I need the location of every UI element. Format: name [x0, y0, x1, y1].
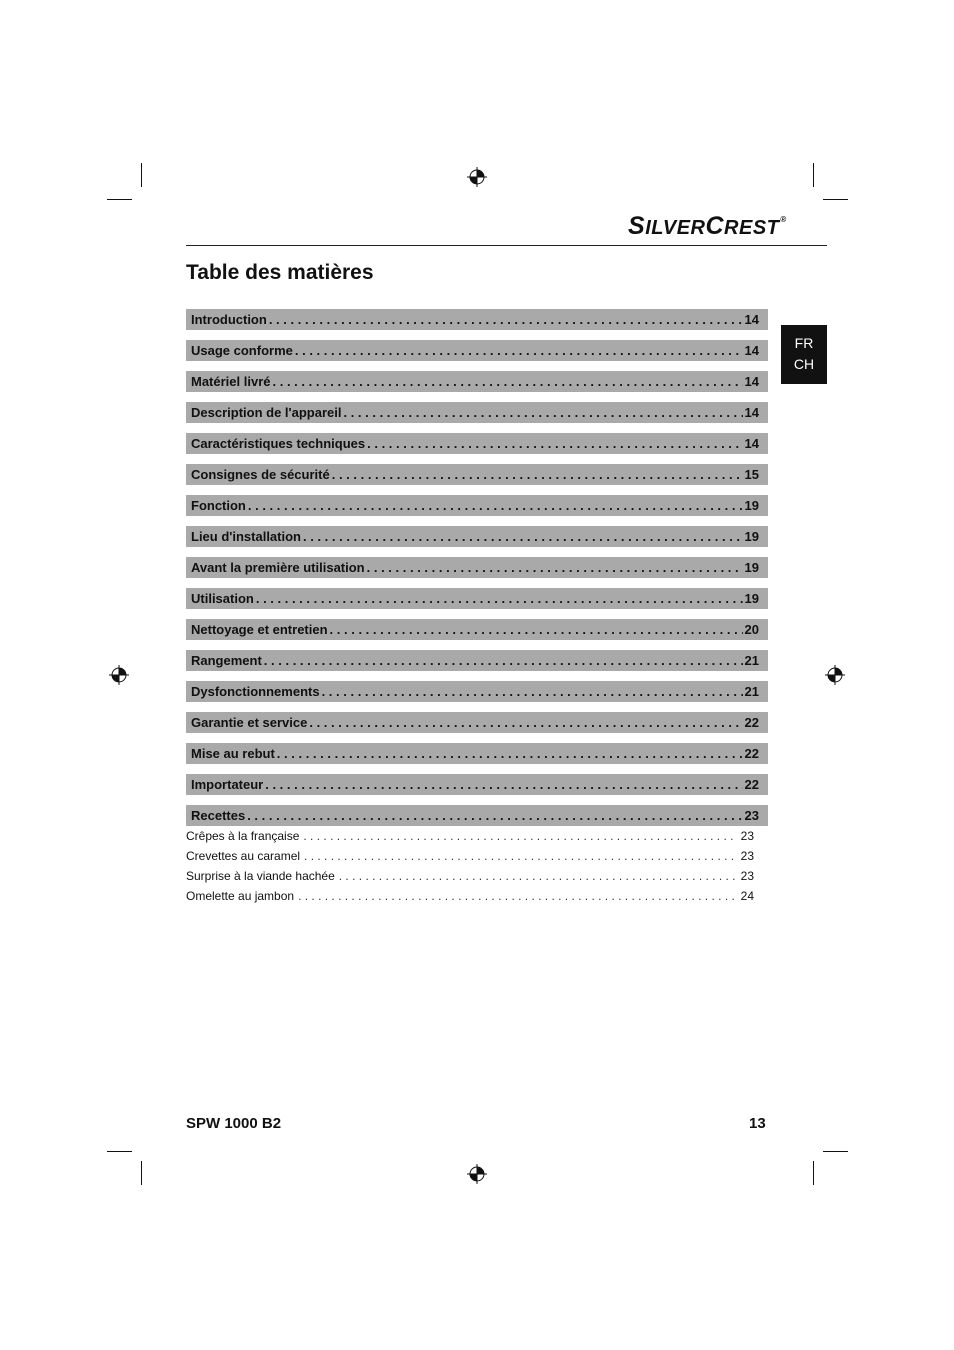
toc-entry-title: Description de l'appareil — [191, 405, 342, 420]
recipe-entry[interactable] — [186, 846, 754, 866]
toc-entry-title: Recettes — [191, 808, 246, 823]
toc-entry-title: Avant la première utilisation — [191, 560, 365, 575]
recipe-entry-title: Omelette au jambon — [186, 889, 295, 903]
toc-entry[interactable] — [186, 402, 768, 423]
recipe-entry-page: 23 — [740, 869, 754, 883]
recipe-entry-title: Crêpes à la française — [186, 829, 300, 843]
language-tab — [781, 325, 827, 384]
toc-entry-page: 22 — [744, 715, 759, 730]
leader-dots — [264, 653, 743, 668]
model-number: SPW 1000 B2 — [186, 1115, 282, 1132]
table-of-contents — [186, 309, 768, 826]
toc-entry-page: 14 — [744, 374, 759, 389]
crop-mark-bottom-left-v — [141, 1161, 142, 1185]
toc-entry[interactable] — [186, 464, 768, 485]
leader-dots — [248, 498, 743, 513]
leader-dots — [330, 622, 743, 637]
registration-mark-icon — [825, 665, 845, 685]
toc-entry[interactable] — [186, 743, 768, 764]
toc-entry-title: Caractéristiques techniques — [191, 436, 366, 451]
toc-entry-page: 20 — [744, 622, 759, 637]
toc-entry-title: Mise au rebut — [191, 746, 275, 761]
recipe-entry-page: 24 — [740, 889, 754, 903]
crop-mark-top-left-v — [141, 163, 142, 187]
toc-entry[interactable] — [186, 619, 768, 640]
leader-dots — [277, 746, 743, 761]
recipe-entry-title: Surprise à la viande hachée — [186, 869, 335, 883]
leader-dots — [322, 684, 743, 699]
toc-entry-page: 21 — [744, 653, 759, 668]
language-code: FR — [794, 335, 814, 351]
recipe-list — [186, 826, 754, 906]
brand-logo: SILVERCREST® — [628, 212, 787, 240]
crop-mark-top-right-v — [813, 163, 814, 187]
toc-entry-page: 19 — [744, 560, 759, 575]
recipe-entry-page: 23 — [740, 849, 754, 863]
crop-mark-bottom-left-h — [107, 1151, 132, 1152]
toc-entry[interactable] — [186, 588, 768, 609]
registration-mark-icon — [467, 167, 487, 187]
toc-entry-title: Nettoyage et entretien — [191, 622, 328, 637]
toc-entry-page: 22 — [744, 777, 759, 792]
leader-dots — [309, 715, 742, 730]
toc-entry-title: Rangement — [191, 653, 262, 668]
language-code: CH — [793, 356, 815, 372]
leader-dots — [295, 343, 743, 358]
toc-entry-page: 15 — [744, 467, 759, 482]
toc-entry-page: 19 — [744, 498, 759, 513]
leader-dots — [303, 829, 736, 843]
crop-mark-bottom-right-v — [813, 1161, 814, 1185]
toc-entry[interactable] — [186, 805, 768, 826]
toc-entry-title: Fonction — [191, 498, 246, 513]
crop-mark-bottom-right-h — [823, 1151, 848, 1152]
leader-dots — [265, 777, 742, 792]
registration-mark-icon — [109, 665, 129, 685]
leader-dots — [247, 808, 742, 823]
toc-entry[interactable] — [186, 526, 768, 547]
toc-entry[interactable] — [186, 371, 768, 392]
toc-entry-title: Consignes de sécurité — [191, 467, 330, 482]
toc-entry[interactable] — [186, 340, 768, 361]
toc-entry-title: Usage conforme — [191, 343, 293, 358]
toc-entry[interactable] — [186, 309, 768, 330]
toc-entry-page: 14 — [744, 405, 759, 420]
recipe-entry[interactable] — [186, 886, 754, 906]
toc-entry-title: Introduction — [191, 312, 267, 327]
toc-entry-title: Utilisation — [191, 591, 254, 606]
leader-dots — [298, 889, 737, 903]
toc-entry[interactable] — [186, 557, 768, 578]
toc-entry-title: Lieu d'installation — [191, 529, 301, 544]
toc-entry-title: Dysfonctionnements — [191, 684, 320, 699]
recipe-entry-title: Crevettes au caramel — [186, 849, 301, 863]
registration-mark-icon — [467, 1164, 487, 1184]
toc-entry-page: 23 — [744, 808, 759, 823]
toc-entry[interactable] — [186, 650, 768, 671]
toc-entry-page: 14 — [744, 436, 759, 451]
toc-entry-title: Garantie et service — [191, 715, 308, 730]
toc-entry[interactable] — [186, 774, 768, 795]
toc-entry[interactable] — [186, 712, 768, 733]
leader-dots — [343, 405, 742, 420]
toc-entry[interactable] — [186, 433, 768, 454]
leader-dots — [339, 869, 737, 883]
leader-dots — [367, 436, 742, 451]
toc-entry-page: 21 — [744, 684, 759, 699]
leader-dots — [303, 529, 743, 544]
recipe-entry[interactable] — [186, 826, 754, 846]
leader-dots — [367, 560, 743, 575]
toc-entry-page: 14 — [744, 343, 759, 358]
leader-dots — [332, 467, 743, 482]
toc-entry-page: 19 — [744, 529, 759, 544]
page-title: Table des matières — [186, 261, 374, 284]
toc-entry-title: Importateur — [191, 777, 264, 792]
toc-entry-page: 19 — [744, 591, 759, 606]
header-rule — [186, 245, 827, 246]
recipe-entry-page: 23 — [740, 829, 754, 843]
leader-dots — [304, 849, 737, 863]
recipe-entry[interactable] — [186, 866, 754, 886]
leader-dots — [256, 591, 743, 606]
toc-entry-page: 14 — [744, 312, 759, 327]
crop-mark-top-right-h — [823, 199, 848, 200]
toc-entry[interactable] — [186, 681, 768, 702]
toc-entry[interactable] — [186, 495, 768, 516]
crop-mark-top-left-h — [107, 199, 132, 200]
page-number: 13 — [749, 1115, 766, 1132]
leader-dots — [269, 312, 743, 327]
toc-entry-page: 22 — [744, 746, 759, 761]
toc-entry-title: Matériel livré — [191, 374, 271, 389]
leader-dots — [273, 374, 743, 389]
